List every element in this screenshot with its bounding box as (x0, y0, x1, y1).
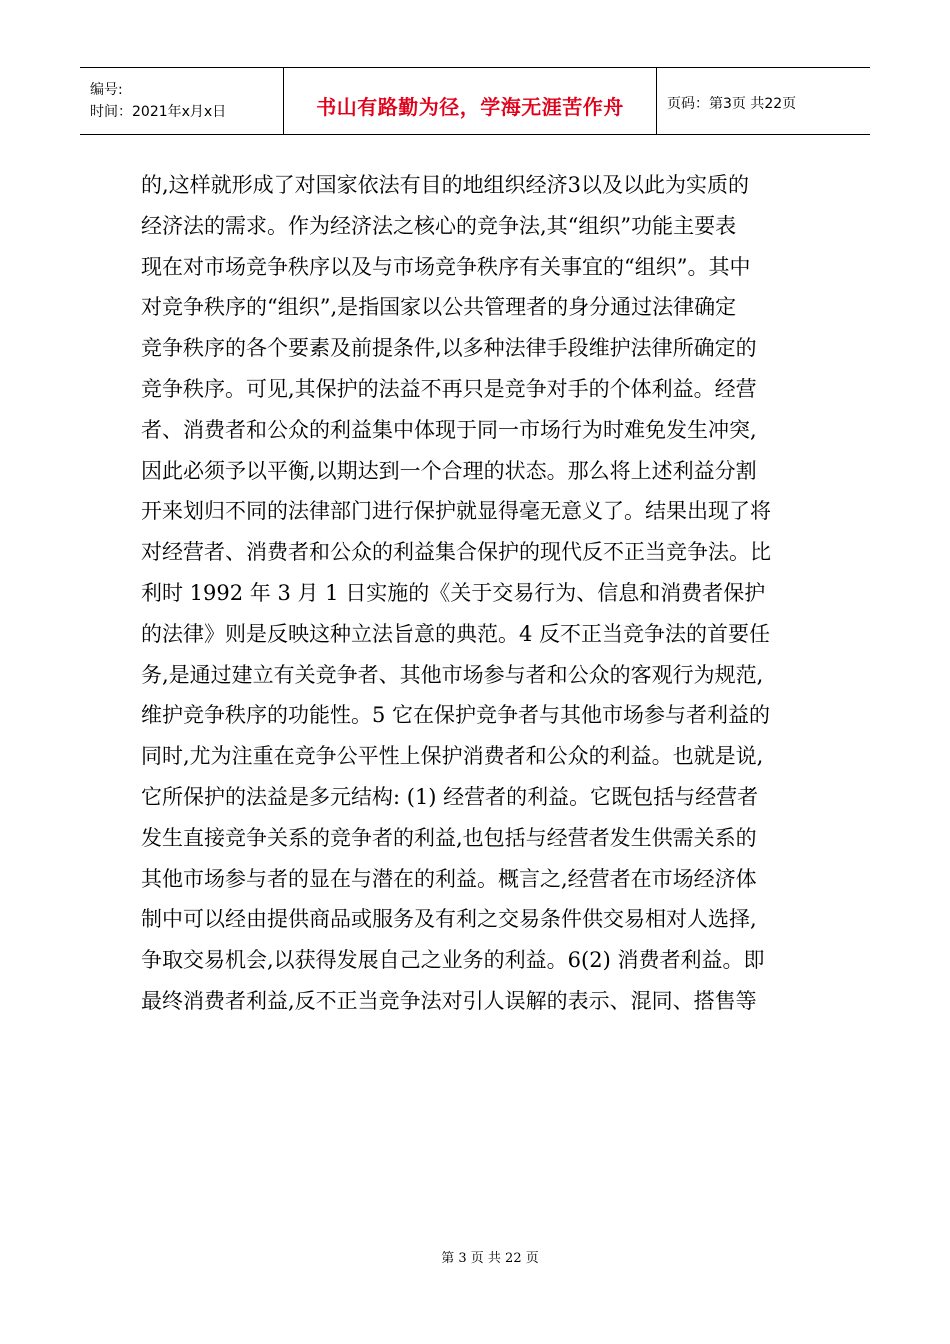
header-motto: 书山有路勤为径，学海无涯苦作舟 (316, 94, 624, 119)
number-label: 编号: (90, 82, 123, 98)
text-line: 最终消费者利益,反不正当竞争法对引人误解的表示、混同、搭售等 (141, 988, 757, 1013)
text-line: 开来划归不同的法律部门进行保护就显得毫无意义了。结果出现了将 (141, 499, 771, 524)
text-line: 的,这样就形成了对国家依法有目的地组织经济3以及以此为实质的 (141, 173, 750, 197)
text-line: 的法律》则是反映这种立法旨意的典范。4 反不正当竞争法的首要任 (141, 621, 771, 646)
text-line: 其他市场参与者的显在与潜在的利益。概言之,经营者在市场经济体 (141, 866, 757, 891)
page-footer: 第 3 页 共 22 页 (441, 1251, 539, 1266)
text-line: 争取交易机会,以获得发展自己之业务的利益。6(2) 消费者利益。即 (141, 948, 765, 973)
text-line: 对经营者、消费者和公众的利益集合保护的现代反不正当竞争法。比 (141, 540, 771, 565)
text-line: 它所保护的法益是多元结构: (1) 经营者的利益。它既包括与经营者 (141, 784, 759, 809)
text-line: 发生直接竞争关系的竞争者的利益,也包括与经营者发生供需关系的 (141, 825, 757, 850)
text-line: 经济法的需求。作为经济法之核心的竞争法,其“组织”功能主要表 (141, 213, 737, 238)
body-text (141, 165, 813, 1022)
date-label: 时间：2021年x月x日 (90, 104, 227, 120)
text-line: 现在对市场竞争秩序以及与市场竞争秩序有关事宜的“组织”。其中 (141, 254, 751, 279)
text-line: 竞争秩序。可见,其保护的法益不再只是竞争对手的个体利益。经营 (141, 376, 757, 401)
text-line: 务,是通过建立有关竞争者、其他市场参与者和公众的客观行为规范, (141, 662, 764, 687)
header-motto-cell (284, 68, 657, 134)
text-line: 因此必须予以平衡,以期达到一个合理的状态。那么将上述利益分割 (141, 458, 757, 483)
text-line: 者、消费者和公众的利益集中体现于同一市场行为时难免发生冲突, (141, 417, 757, 442)
header-meta (80, 68, 284, 134)
text-line: 制中可以经由提供商品或服务及有利之交易条件供交易相对人选择, (141, 907, 757, 932)
header-page-info-cell (657, 68, 870, 134)
document-header (80, 67, 870, 135)
text-line: 对竞争秩序的“组织”,是指国家以公共管理者的身分通过法律确定 (141, 295, 737, 320)
header-page-info: 页码：第3页 共22页 (667, 96, 797, 112)
text-line: 竞争秩序的各个要素及前提条件,以多种法律手段维护法律所确定的 (141, 336, 757, 361)
text-line: 利时 1992 年 3 月 1 日实施的《关于交易行为、信息和消费者保护 (141, 580, 766, 605)
text-line: 维护竞争秩序的功能性。5 它在保护竞争者与其他市场参与者利益的 (141, 703, 771, 728)
text-line: 同时,尤为注重在竞争公平性上保护消费者和公众的利益。也就是说, (141, 744, 764, 769)
